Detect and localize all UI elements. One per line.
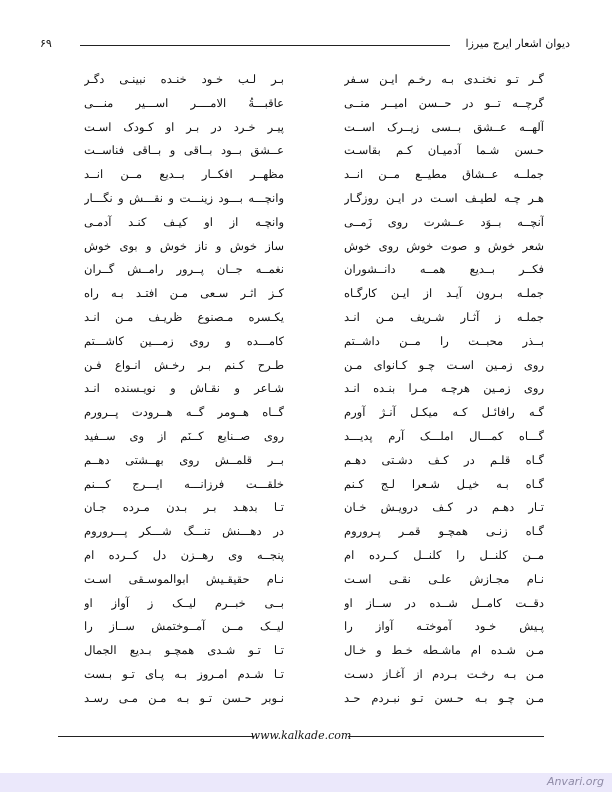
verse-line: كامـــده و روی زمـــين كاشـــتم <box>84 333 284 348</box>
verse-line: بــی خبــرم ليــک ز آواز او <box>84 595 284 610</box>
page-header <box>40 36 570 56</box>
verse-line: ساز خوش و ناز خوش و بوی خوش <box>84 238 284 253</box>
verse-line: پيـر خـرد در بـر او كـودک اسـت <box>84 119 284 134</box>
verse-line: تـار دهـم در كـف درويـش خـان <box>344 500 544 515</box>
verse-line: روی زمـین هرچـه مـرا بنـده انـد <box>344 381 544 396</box>
verse-line: عاقبـــةُ الامــــر اســـير منـــی <box>84 95 284 110</box>
verse-line: وانچـــه بـــود زينـــت و نقـــش و نگـــار <box>84 190 284 205</box>
verse-line: نغمــه جــان پــرور رامــش گــران <box>84 262 284 277</box>
verse-line: حـسن شـما آدمیـان كـم بقاسـت <box>344 143 544 158</box>
verse-line: در دهـــنش تنـــگ شـــكر پـــروروم <box>84 524 284 539</box>
verse-line: نـوبر حـسن تـو بـه مـن مـی رسـد <box>84 690 284 705</box>
verse-line: گـــاه كمـــال املـــک آرم پديـــد <box>344 428 544 443</box>
verse-line: گـه رافائـل كـه ميكـل آنـژ آورم <box>344 405 544 420</box>
poem-column-right <box>344 68 544 711</box>
verse-line: تـا تـو شـدی همچـو بـديع الجمال <box>84 643 284 658</box>
verse-line: روی صــنايع كــنَم از وی ســفيد <box>84 428 284 443</box>
verse-line: شـاعر و نقـاش و نويـسنده انـد <box>84 381 284 396</box>
verse-line: بــر قلمــش روی بهــشتی دهــم <box>84 452 284 467</box>
verse-line: گرچــه تــو در حــسن امیــر منــی <box>344 95 544 110</box>
verse-line: نـام مجـازش علـی نقـی اسـت <box>344 571 544 586</box>
verse-line: مظهــر افكــار بــديع مــن انــد <box>84 167 284 182</box>
page-footer <box>58 727 544 745</box>
verse-line: گـاه قلـم در كـف دشـتی دهـم <box>344 452 544 467</box>
verse-line: مــن كلنــل را كلنــل كــرده ام <box>344 547 544 562</box>
verse-line: گـر تـو نخنـدی بـه رخـم ایـن سـفر <box>344 72 544 86</box>
verse-line: گـاه زنـی همچـو قمـر پـروروم <box>344 524 544 539</box>
verse-line: پـيش خـود آموختـه آواز را <box>344 619 544 634</box>
verse-line: تـا شـدم امـروز بـه پـای تـو بـست <box>84 666 284 681</box>
footer-website[interactable]: www.kalkade.com <box>250 729 352 742</box>
poem-column-left <box>84 68 284 711</box>
verse-line: جملـه ز آثـار شـريف مـن انـد <box>344 309 544 324</box>
verse-line: عــشق بــود بــاقی و بــاقی فناســت <box>84 143 284 158</box>
verse-line: جملــه عــشاق مطیــع مــن انــد <box>344 167 544 182</box>
verse-line: پنجــه وی رهــزن دل كــرده ام <box>84 547 284 562</box>
verse-line: يكـسره مـصنوع ظريـف مـن انـد <box>84 309 284 324</box>
watermark-bar <box>0 773 612 792</box>
verse-line: مـن چـو بـه حـسن تـو نبـردم حـد <box>344 690 544 705</box>
verse-line: آلهــه عــشق بــسی زیــرک اســت <box>344 119 544 134</box>
verse-line: وانچـه از او كيـف كنـد آدمـی <box>84 214 284 229</box>
verse-line: ليــک مــن آمــوختمش ســاز را <box>84 619 284 634</box>
verse-line: طـرح كـنم بـر رخـش انـواع فـن <box>84 357 284 372</box>
verse-line: جملـه بـرون آيـد از ايـن كارگـاه <box>344 286 544 301</box>
verse-line: روی زمـین اسـت چـو كـانوای مـن <box>344 357 544 372</box>
footer-rule-right <box>348 736 544 737</box>
book-title: دیوان اشعار ایرج میرزا <box>465 37 570 50</box>
verse-line: خلقـــت فرزانـــه ايـــرج كـــنم <box>84 476 284 491</box>
verse-line: آنچــه بــوَد عــشرت روی زَمــی <box>344 214 544 229</box>
watermark-logo: Anvari.org <box>546 775 604 788</box>
verse-line: مـن شـده ام ماشـطه خـط و خـال <box>344 643 544 658</box>
verse-line: دقــت كامــل شــده در ســاز او <box>344 595 544 610</box>
verse-line: كـز اثـر سـعی مـن افتـد بـه راه <box>84 286 284 301</box>
verse-line: هـر چـه لطیـف اسـت در ایـن روزگـار <box>344 190 544 205</box>
header-rule <box>80 45 450 46</box>
verse-line: بـر لـب خـود خنـده نبينـی دگـر <box>84 72 284 86</box>
verse-line: گـاه بـه خيـل شـعرا لـج كـنم <box>344 476 544 491</box>
page-number: ۶۹ <box>40 37 52 50</box>
verse-line: بــذر محبــت را مــن داشــتم <box>344 333 544 348</box>
verse-line: نـام حقيقـيش ابوالموسـقی اسـت <box>84 571 284 586</box>
verse-line: شعر خوش و صوت خوش روی خوش <box>344 238 544 253</box>
verse-line: مـن بـه رخـت بـردم از آغـاز دسـت <box>344 666 544 681</box>
verse-line: گــاه هــومر گــه هــرودت پــرورم <box>84 405 284 420</box>
verse-line: تـا بدهـد بـر بـدن مـرده جـان <box>84 500 284 515</box>
verse-line: فكــر بــديع همــه دانــشوران <box>344 262 544 277</box>
